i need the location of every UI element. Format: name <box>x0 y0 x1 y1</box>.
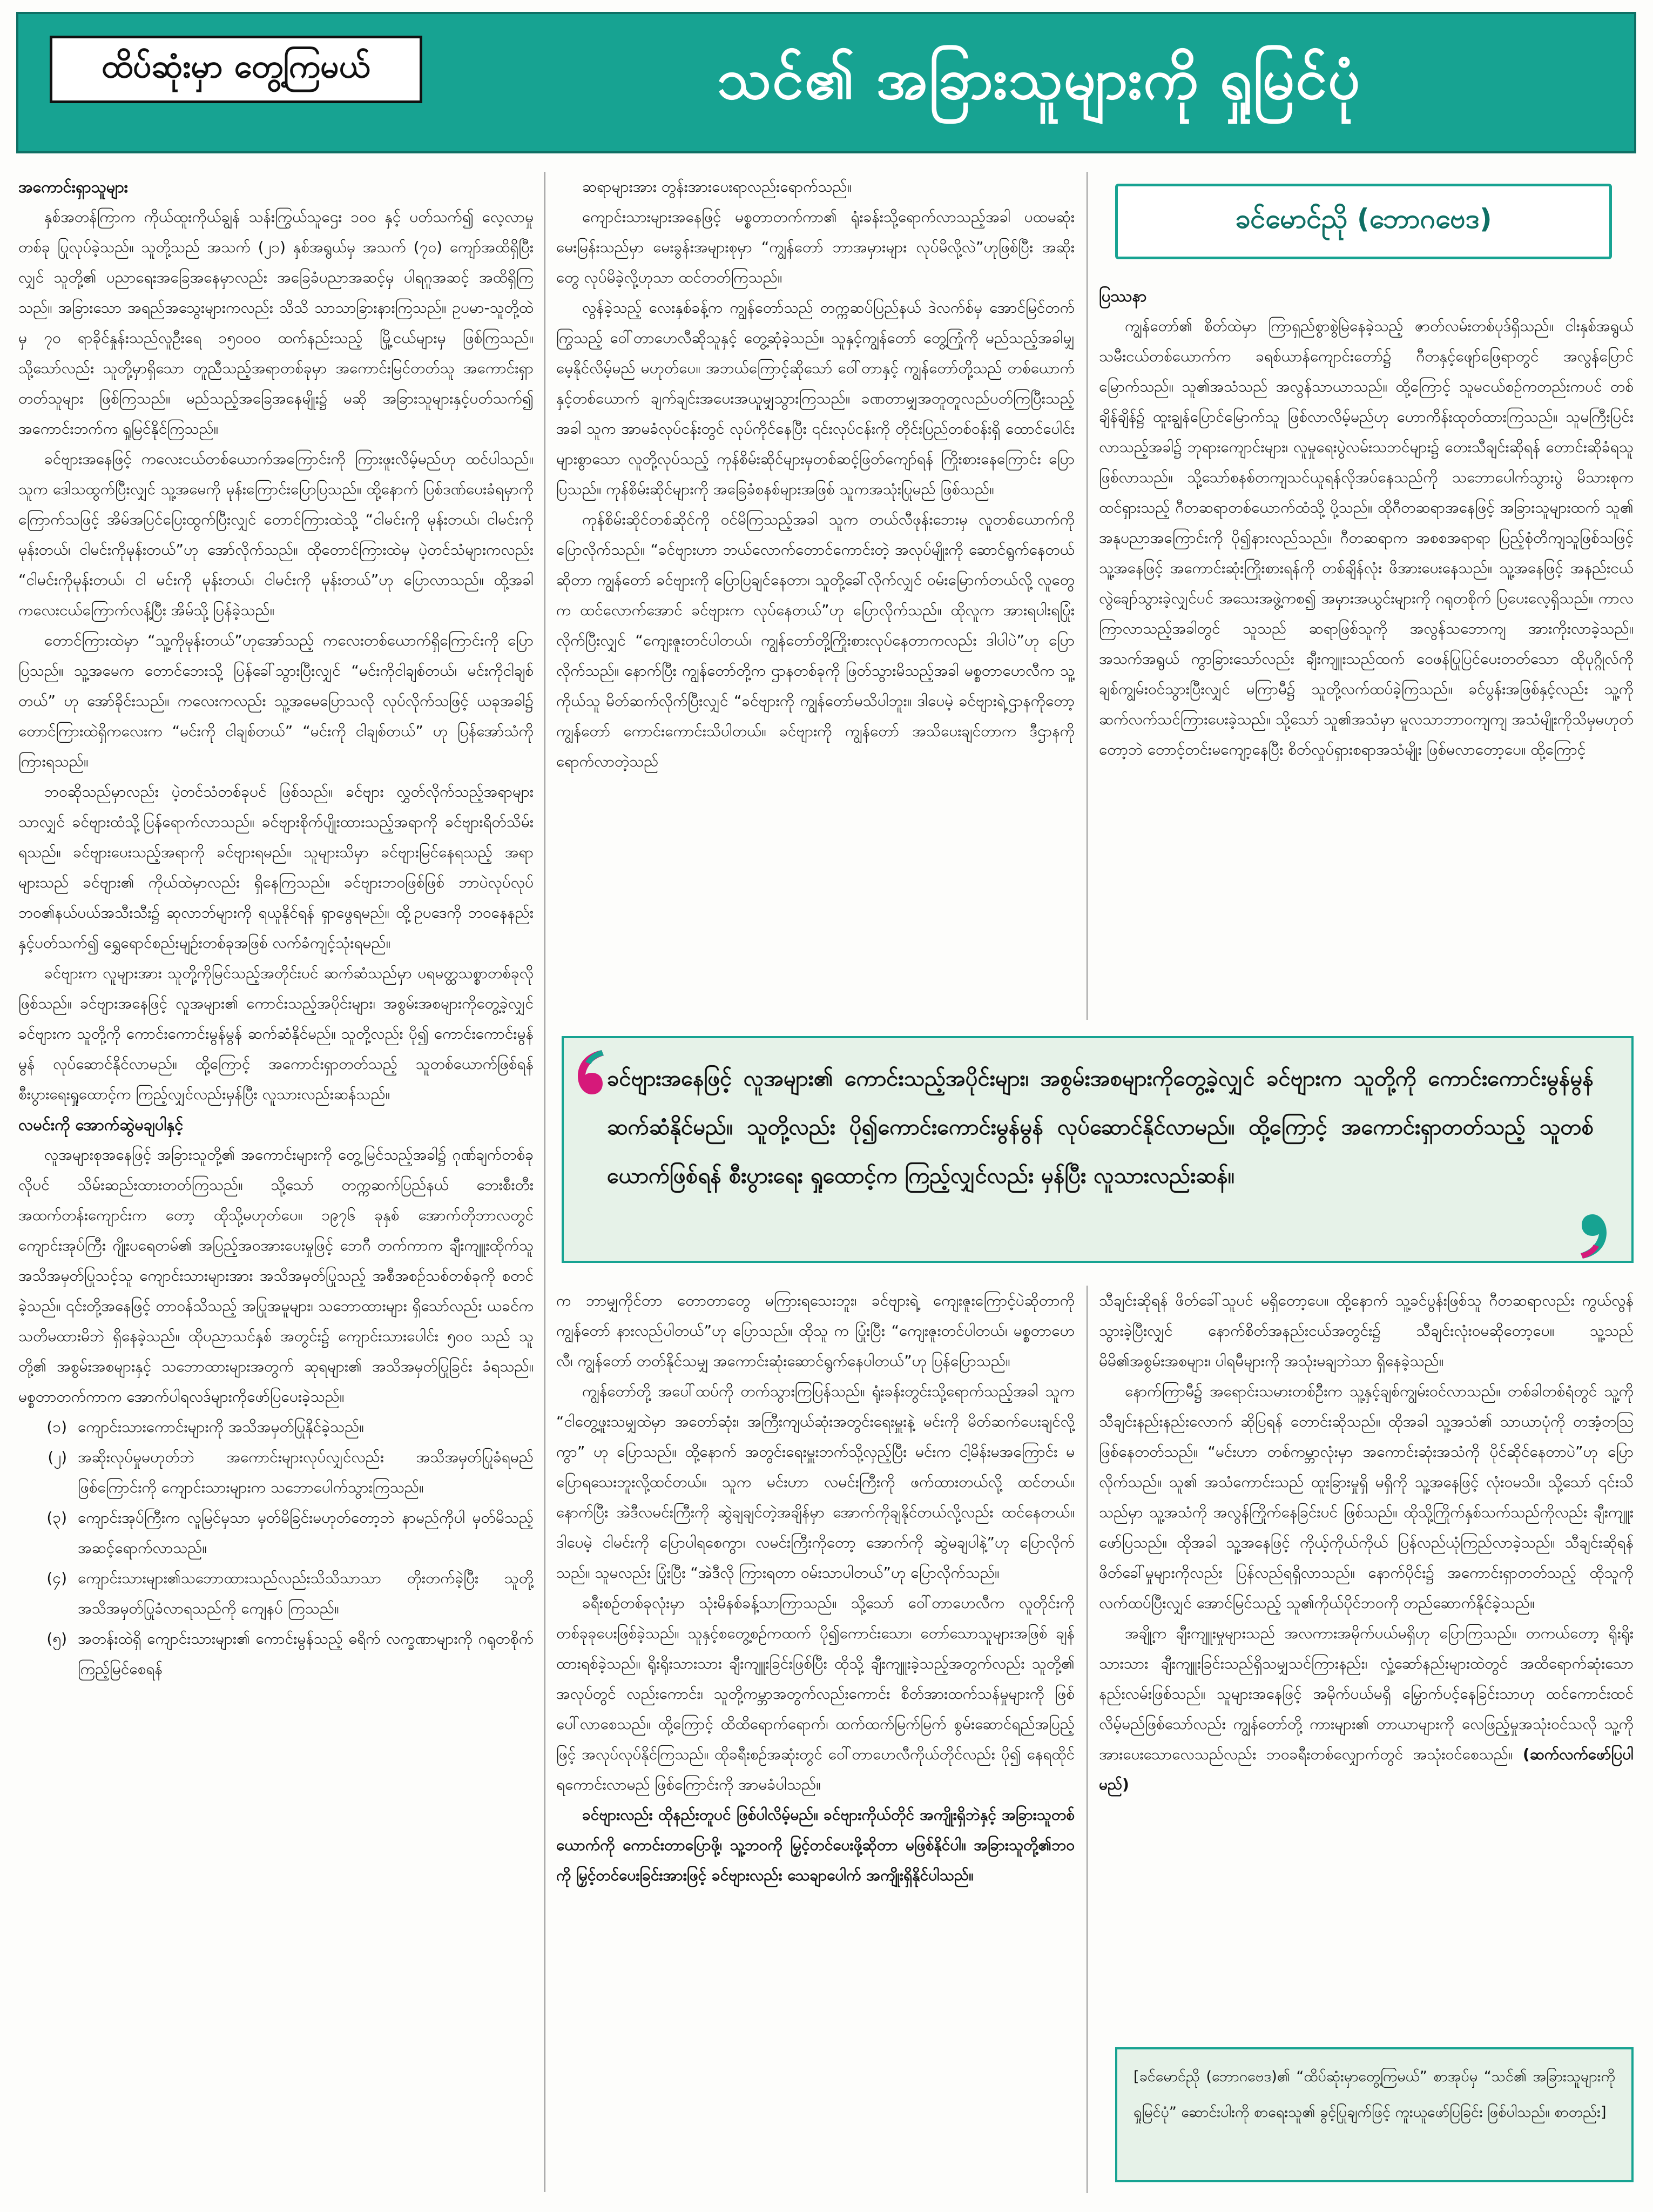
list-item <box>18 1624 534 1684</box>
paragraph-emphasis: ခင်ဗျားလည်း ထိုနည်းတူပင် ဖြစ်ပါလိမ့်မည်။ ခင်ဗျားကိုယ်တိုင် အကျိုးရှိဘဲနှင့် အခြားသူတစ်ယောက်ကို ကောင်းတာပြောဖို့၊ သူ့ဘဝကို မြှင့်တင်ပေးဖို့ဆိုတာ မဖြစ်နိုင်ပါ။ အခြားသူတို့၏ဘဝကို မြှင့်တင်ပေးခြင်းအားဖြင့် ခင်ဗျားလည်း သေချာပေါက် အကျိုးရှိနိုင်ပါသည်။ <box>556 1806 1075 1884</box>
list-text: အတန်းထဲရှိ ကျောင်းသားများ၏ ကောင်းမွန်သည့် ဓရိက် လက္ခဏာများကို ဂရုတစိုက် ကြည့်မြင်စေရန် <box>78 1630 534 1678</box>
section-heading: လမင်းကို အောက်ဆွဲမချပါနှင့် <box>18 1115 184 1134</box>
paragraph: ဘဝဆိုသည်မှာလည်း ပဲ့တင်သံတစ်ခုပင် ဖြစ်သည်။ ခင်ဗျား လွှတ်လိုက်သည့်အရာများသာလျှင် ခင်ဗျားထံသို့ပြန်ရောက်လာသည်။ ခင်ဗျားစိုက်ပျိုးထားသည့်အရာကို ခင်ဗျားရိတ်သိမ်းရသည်။ ခင်ဗျားပေးသည့်အရာကို ခင်ဗျားရမည်။ သူများသိမှာ ခင်ဗျားမြင်နေရသည့် အရာများသည် ခင်ဗျား၏ ကိုယ်ထဲမှာလည်း ရှိနေကြသည်။ ခင်ဗျားဘဝဖြစ်ဖြစ် ဘာပဲလုပ်လုပ် ဘဝ၏နယ်ပယ်အသီးသီး၌ ဆုလာဘ်များကို ရယူနိုင်ရန် ရှာဖွေရမည်။ ထို့ဥပဒေကို ဘဝနေနည်းနှင့်ပတ်သက်၍ ရွှေရောင်စည်းမျဉ်းတစ်ခုအဖြစ် လက်ခံကျင့်သုံးရမည်။ <box>18 783 534 952</box>
column-divider <box>1087 1286 1088 2193</box>
column-divider <box>1087 172 1088 1020</box>
pull-quote <box>562 1036 1634 1263</box>
column-2-bottom <box>556 1286 1075 2204</box>
list-item <box>18 1563 534 1624</box>
paragraph: ကုန်စိမ်းဆိုင်တစ်ဆိုင်ကို ဝင်မိကြသည့်အခါ သူက တယ်လီဖုန်းဘေးမှ လူတစ်ယောက်ကို ပြောလိုက်သည်။ “ခင်ဗျားဟာ ဘယ်လောက်တောင်ကောင်းတဲ့ အလုပ်မျိုးကို ဆောင်ရွက်နေတယ်ဆိုတာ ကျွန်တော် ခင်ဗျားကို ပြောပြချင်နေတာ၊ သူတို့ခေါ်လိုက်လျှင် ဝမ်းမြောက်တယ်လို့ လူတွေက ထင်လောက်အောင် ခင်ဗျားက လုပ်နေတယ်”ဟု ပြောလိုက်သည်။ ထိုလူက အားရပါးရပြုံးလိုက်ပြီးလျှင် “ကျေးဇူးတင်ပါတယ်၊ ကျွန်တော်တို့ကြိုးစားလုပ်နေတာကလည်း ဒါပါပဲ”ဟု ပြောလိုက်သည်။ နောက်ပြီး ကျွန်တော်တို့က ဌာနတစ်ခုကို ဖြတ်သွားမိသည့်အခါ မစ္စတာဟေလီက သူ့ကိုယ်သူ မိတ်ဆက်လိုက်ပြီးလျှင် “ခင်ဗျားကို ကျွန်တော်မသိပါဘူး။ ဒါပေမဲ့ ခင်ဗျားရဲ့ဌာနကိုတော့ ကျွန်တော် ကောင်းကောင်းသိပါတယ်။ ခင်ဗျားကို ကျွန်တော် အသိပေးချင်တာက ဒီဌာနကို ရောက်လာတဲ့သည် <box>556 510 1075 770</box>
list-text: အဆိုးလုပ်မှုမဟုတ်ဘဲ အကောင်းများလုပ်လျှင်လည်း အသိအမှတ်ပြုခံရမည်ဖြစ်ကြောင်းကို ကျောင်းသားများက သဘောပေါက်သွားကြသည်။ <box>78 1448 534 1496</box>
list-number: (၅) <box>46 1630 67 1648</box>
list-item <box>18 1442 534 1503</box>
paragraph: ကျွန်တော်၏ စိတ်ထဲမှာ ကြာရှည်စွာစွဲမြဲနေခဲ့သည့် ဇာတ်လမ်းတစ်ပုဒ်ရှိသည်။ ငါးနှစ်အရွယ် သမီးငယ်တစ်ယောက်က ခရစ်ယာန်ကျောင်းတော်၌ ဂီတနှင့်ဖျော်ဖြေရာတွင် အလွန်ပြောင်မြောက်သည်။ သူ၏အသံသည် အလွန်သာယာသည်။ ထို့ကြောင့် သူမငယ်စဉ်ကတည်းကပင် တစ်ချိန်ချိန်၌ ထူးချွန်ပြောင်မြောက်သူ ဖြစ်လာလိမ့်မည်ဟု ဟောကိန်းထုတ်ထားကြသည်။ သူမကြီးပြင်းလာသည့်အခါ၌ ဘုရားကျောင်းများ၊ လူမှုရေးပွဲလမ်းသဘင်များ၌ တေးသီချင်းဆိုရန် တောင်းဆိုခံရသူ ဖြစ်လာသည်။ သို့သော်စနစ်တကျသင်ယူရန်လိုအပ်နေသည်ကို သဘောပေါက်သွားပွဲ မိသားစုက ထင်ရှားသည့် ဂီတဆရာတစ်ယောက်ထံသို့ ပို့သည်။ ထိုဂီတဆရာအနေဖြင့် အခြားသူများထက် သူ၏ အနုပညာအကြောင်းကို ပို၍နားလည်သည်။ ဂီတဆရာက အစစအရာရာ ပြည့်စုံတိကျသူဖြစ်သဖြင့် သူ့အနေဖြင့် အကောင်းဆုံးကြိုးစားရန်ကို တစ်ချိန်လုံး ဖိအားပေးနေသည်။ သူ့အနေဖြင့် အနည်းငယ်လွဲချော်သွားခဲ့လျှင်ပင် အသေးအဖွဲ့ကစ၍ အမှားအယွင်းများကို ဂရုတစိုက် ပြပေးလေ့ရှိသည်။ ကာလကြာလာသည့်အခါတွင် သူသည် ဆရာဖြစ်သူကို အလွန်သဘောကျ အားကိုးလာခဲ့သည်။ အသက်အရွယ် ကွာခြားသော်လည်း ချီးကျူးသည်ထက် ဝေဖန်ပြုပြင်ပေးတတ်သော ထိုပုဂ္ဂိုလ်ကို ချစ်ကျွမ်းဝင်သွားပြီးလျှင် မကြာမီ၌ သူတို့လက်ထပ်ခဲ့ကြသည်။ ခင်ပွန်းအဖြစ်နှင့်လည်း သူ့ကို ဆက်လက်သင်ကြားပေးခဲ့သည်။ သို့သော် သူ၏အသံမှာ မူလသာဘာဝကျကျ အသံမျိုးကိုသိမှမဟုတ်တော့ဘဲ တောင့်တင်းမကျော့နေပြီး စိတ်လှုပ်ရှားစရာအသံမျိုး ဖြစ်မလာတော့ပေ။ ထို့ကြောင့် <box>1099 317 1634 758</box>
list-item <box>18 1503 534 1563</box>
list-item <box>18 1412 534 1442</box>
paragraph: ခရီးစဉ်တစ်ခုလုံးမှာ သုံးမိနစ်ခန့်သာကြာသည်။ သို့သော် ဝေါ်တာဟေလီက လူတိုင်းကို တစ်ခုခုပေးဖြစ်ခဲ့သည်။ သူနှင့်စတွေ့စဉ်ကထက် ပို၍ကောင်းသော၊ တော်သောသူများအဖြစ် ချန်ထားရစ်ခဲ့သည်။ ရိုးရိုးသားသား ချီးကျူးခြင်းဖြစ်ပြီး ထိုသို့ ချီးကျူးခဲ့သည့်အတွက်လည်း သူတို့၏ အလုပ်တွင် လည်းကောင်း၊ သူတို့ကမ္ဘာအတွက်လည်းကောင်း စိတ်အားထက်သန်မှုများကို ဖြစ်ပေါ်လာစေသည်။ ထို့ကြောင့် ထိထိရောက်ရောက်၊ ထက်ထက်မြက်မြက် စွမ်းဆောင်ရည်အပြည့်ဖြင့် အလုပ်လုပ်နိုင်ကြသည်။ ထိုခရီးစဉ်အဆုံးတွင် ဝေါ်တာဟေလီကိုယ်တိုင်လည်း ပို၍ နေရထိုင်ရကောင်းလာမည် ဖြစ်ကြောင်းကို အာမခံပါသည်။ <box>556 1594 1075 1793</box>
paragraph: ကျွန်တော်တို့ အပေါ်ထပ်ကို တက်သွားကြပြန်သည်။ ရုံးခန်းတွင်းသို့ရောက်သည့်အခါ သူက “ငါတွေ့ဖူးသမျှထဲမှာ အတော်ဆုံး၊ အကြီးကျယ်ဆုံးအတွင်းရေးမှူးနဲ့ မင်းကို မိတ်ဆက်ပေးချင်လို့ကွာ” ဟု ပြောသည်။ ထို့နောက် အတွင်းရေးမှူးဘက်သို့လှည့်ပြီး မင်းက ငါ့မိန်းမအကြောင်း မပြောရသေးဘူးလို့ထင်တယ်။ သူက မင်းဟာ လမင်းကြီးကို ဖက်ထားတယ်လို့ ထင်တယ်။ နောက်ပြီး အဲဒီလမင်းကြီးကို ဆွဲချချင်တဲ့အချိန်မှာ အောက်ကိုချနိုင်တယ်လို့လည်း ထင်နေတယ်။ ဒါပေမဲ့ ငါမင်းကို ပြောပါရစေကွာ၊ လမင်းကြီးကိုတော့ အောက်ကို ဆွဲမချပါနဲ့”ဟု ပြောလိုက်သည်။ သူမလည်း ပြုံးပြီး “အဲဒီလို ကြားရတာ ဝမ်းသာပါတယ်”ဟု ပြောလိုက်သည်။ <box>556 1382 1075 1582</box>
paragraph: လွန်ခဲ့သည့် လေးနှစ်ခန့်က ကျွန်တော်သည် တက္ကဆပ်ပြည်နယ် ဒဲလက်စ်မှ အောင်မြင်တက်ကြွသည့် ဝေါ်တာဟေလီဆိုသူနှင့် တွေ့ဆုံခဲ့သည်။ သူနှင့်ကျွန်တော် တွေ့ကြုံကို မည်သည့်အခါမျှ မေ့နိုင်လိမ့်မည် မဟုတ်ပေ။ အဘယ်ကြောင့်ဆိုသော် ဝေါ်တာနှင့် ကျွန်တော်တို့သည် တစ်ယောက်နှင့်တစ်ယောက် ချက်ချင်းအပေးအယူမျှသွားကြသည်။ ခဏတာမျှအတူတူလည်ပတ်ကြပြီးသည့်အခါ သူက အာမခံလုပ်ငန်းတွင် လုပ်ကိုင်နေပြီး ၎င်းလုပ်ငန်းကို တိုင်းပြည်တစ်ဝန်းရှိ ထောင်ပေါင်းများစွာသော လူတို့လုပ်သည့် ကုန်စိမ်းဆိုင်များမှတစ်ဆင့်ဖြတ်ကျော်ရန် ကြိုးစားနေကြောင်း ပြောပြသည်။ ကုန်စိမ်းဆိုင်များကို အခြေခံစနစ်များအဖြစ် သူကအသုံးပြုမည် ဖြစ်သည်။ <box>556 299 1075 498</box>
paragraph: လူအများစုအနေဖြင့် အခြားသူတို့၏ အကောင်းများကို တွေ့မြင်သည့်အခါ၌ ဂုဏ်ချက်တစ်ခုလိုပင် သိမ်းဆည်းထားတတ်ကြသည်။ သို့သော် တက္ကဆက်ပြည်နယ် ဘေးစီးတီး အထက်တန်းကျောင်းက တော့ ထိုသို့မဟုတ်ပေ။ ၁၉၇၆ ခုနှစ် အောက်တိုဘာလတွင် ကျောင်းအုပ်ကြီး ဂျိုးပရေတမ်၏ အပြည့်အဝအားပေးမှုဖြင့် ဘေဂီ တက်ကာက ချီးကျူးထိုက်သူ အသိအမှတ်ပြုသင့်သူ ကျောင်းသားများအား အသိအမှတ်ပြုသည့် အစီအစဉ်သစ်တစ်ခုကို စတင်ခဲ့သည်။ ၎င်းတို့အနေဖြင့် တာဝန်သိသည့် အပြုအမူများ၊ သဘောထားများ ရှိသော်လည်း ယခင်က သတိမထားမိဘဲ ရှိနေခဲ့သည်။ ထိုပညာသင်နှစ် အတွင်း၌ ကျောင်းသားပေါင်း ၅၀၀ သည် သူတို့၏ အစွမ်းအစများနှင့် သဘောထားများအတွက် ဆုရများ၏ အသိအမှတ်ပြုခြင်း ခံရသည်။ မစ္စတာတက်ကာက အောက်ပါရလဒ်များကိုဖော်ပြပေးခဲ့သည်။ <box>18 1146 534 1406</box>
column-3-top <box>1099 281 1634 1016</box>
paragraph: သီချင်းဆိုရန် ဖိတ်ခေါ်သူပင် မရှိတော့ပေ။ ထို့နောက် သူ့ခင်ပွန်းဖြစ်သူ ဂီတဆရာလည်း ကွယ်လွန်သွားခဲ့ပြီးလျှင် နောက်စိတ်အနည်းငယ်အတွင်း၌ သီချင်းလုံးဝမဆိုတော့ပေ။ သူ့သည် မိမိ၏အစွမ်းအစများ၊ ပါရမီများကို အသုံးမချဘဲသာ ရှိနေခဲ့သည်။ <box>1099 1292 1634 1370</box>
column-2-top <box>556 172 1075 1020</box>
paragraph: ခင်ဗျားအနေဖြင့် ကလေးငယ်တစ်ယောက်အကြောင်းကို ကြားဖူးလိမ့်မည်ဟု ထင်ပါသည်။ သူက ဒေါသထွက်ပြီးလျှင် သူ့အမေကို မုန်းကြောင်းပြောပြသည်။ ထို့နောက် ပြစ်ဒဏ်ပေးခံရမှာကို ကြောက်သဖြင့် အိမ်အပြင်ပြေးထွက်ပြီးလျှင် တောင်ကြားထဲသို့ “ငါမင်းကို မုန်းတယ်၊ ငါမင်းကိုမုန်းတယ်၊ ငါမင်းကိုမုန်းတယ်”ဟု အော်လိုက်သည်။ ထိုတောင်ကြားထဲမှ ပဲ့တင်သံများကလည်း “ငါမင်းကိုမုန်းတယ်၊ ငါ မင်းကို မုန်းတယ်၊ ငါမင်းကို မုန်းတယ်”ဟု ပြောလာသည်။ ထို့အခါ ကလေးငယ်ကြောက်လန့်ပြီး အိမ်သို့ ပြန်ခဲ့သည်။ <box>18 450 534 619</box>
column-1 <box>18 172 534 2197</box>
pull-quote-text: ခင်ဗျားအနေဖြင့် လူအများ၏ ကောင်းသည့်အပိုင်းများ၊ အစွမ်းအစများကိုတွေ့ခဲ့လျှင် ခင်ဗျားက သူတို့ကို ကောင်းကောင်းမွန်မွန် ဆက်ဆံနိုင်မည်။ သူတို့လည်း ပို၍ကောင်းကောင်းမွန်မွန် လုပ်ဆောင်နိုင်လာမည်။ ထို့ကြောင့် အကောင်းရှာတတ်သည့် သူတစ်ယောက်ဖြစ်ရန် စီးပွားရေး ရှုထောင့်က ကြည့်လျှင်လည်း မှန်ပြီး လူသားလည်းဆန်။ <box>607 1066 1594 1188</box>
list-text: ကျောင်းသားကောင်းများကို အသိအမှတ်ပြုနိုင်ခဲ့သည်။ <box>78 1418 364 1436</box>
paragraph: နှစ်အတန်ကြာက ကိုယ်ထူးကိုယ်ချွန် သန်းကြွယ်သူဌေး ၁၀၀ နှင့် ပတ်သက်၍ လေ့လာမှုတစ်ခု ပြုလုပ်ခဲ့သည်။ သူတို့သည် အသက် (၂၁) နှစ်အရွယ်မှ အသက် (၇၀) ကျော်အထိရှိပြီးလျှင် သူတို့၏ ပညာရေးအခြေအနေမှာလည်း အခြေခံပညာအဆင့်မှ ပါရဂူအဆင့် အထိရှိကြသည်။ အခြားသော အရည်အသွေးများကလည်း သိသိ သာသာခြားနားကြသည်။ ဥပမာ-သူတို့ထဲမှ ၇၀ ရာခိုင်နှုန်းသည်လူဦးရေ ၁၅၀၀၀ ထက်နည်းသည့် မြို့ငယ်များမှ ဖြစ်ကြသည်။ သို့သော်လည်း သူတို့မှာရှိသော တူညီသည့်အရာတစ်ခုမှာ အကောင်းမြင်တတ်သူ အကောင်းရှာတတ်သူများ ဖြစ်ကြသည်။ မည်သည့်အခြေအနေမျိုး၌ မဆို အခြားသူများနှင့်ပတ်သက်၍ အကောင်းဘက်က ရှုမြင်နိုင်ကြသည်။ <box>18 208 534 438</box>
paragraph: က ဘာမျှကိုင်တာ တောတာတွေ မကြားရသေးဘူး၊ ခင်ဗျားရဲ့ ကျေးဇူးကြောင့်ပဲဆိုတာကို ကျွန်တော် နားလည်ပါတယ်”ဟု ပြောသည်။ ထိုသူ က ပြုံးပြီး “ကျေးဇူးတင်ပါတယ်၊ မစ္စတာဟေလီ၊ ကျွန်တော် တတ်နိုင်သမျှ အကောင်းဆုံးဆောင်ရွက်နေပါတယ်”ဟု ပြန်ပြောသည်။ <box>556 1292 1075 1370</box>
list-text: ကျောင်းအုပ်ကြီးက လူမြင်မှသာ မှတ်မိခြင်းမဟုတ်တော့ဘဲ နာမည်ကိုပါ မှတ်မိသည့်အဆင့်ရောက်လာသည်။ <box>78 1509 534 1557</box>
list-number: (၂) <box>48 1448 67 1466</box>
source-footnote: [ခင်မောင်ညို (ဘောဂဗေဒ)၏ “ထိပ်ဆုံးမှာတွေ့ကြမယ်” စာအုပ်မှ “သင်၏ အခြားသူများကိုရှုမြင်ပုံ” ဆောင်းပါးကို စာရေးသူ၏ ခွင့်ပြုချက်ဖြင့် ကူးယူဖော်ပြခြင်း ဖြစ်ပါသည်။ စာတည်း] <box>1115 2047 1634 2182</box>
open-quote-icon <box>575 1048 605 1097</box>
column-3-bottom <box>1099 1286 1634 2155</box>
close-quote-icon <box>1580 1212 1610 1261</box>
continued-note: (ဆက်လက်ဖော်ပြပါမည်) <box>1099 1745 1634 1793</box>
paragraph: ကျောင်းသားများအနေဖြင့် မစ္စတာတက်ကာ၏ ရုံးခန်းသို့ရောက်လာသည့်အခါ ပထမဆုံးမေးမြန်းသည်မှာ မေးခွန်းအများစုမှာ “ကျွန်တော် ဘာအမှားများ လုပ်မိလို့လဲ”ဟုဖြစ်ပြီး အဆိုးတွေ လုပ်မိခဲ့လို့ဟုသာ ထင်တတ်ကြသည်။ <box>556 208 1075 286</box>
list-number: (၃) <box>46 1509 67 1527</box>
paragraph: ခင်ဗျားက လူများအား သူတို့ကိုမြင်သည့်အတိုင်းပင် ဆက်ဆံသည်မှာ ပရမတ္ထသစ္စာတစ်ခုလို ဖြစ်သည်။ ခင်ဗျားအနေဖြင့် လူအများ၏ ကောင်းသည့်အပိုင်းများ၊ အစွမ်းအစများကိုတွေ့ခဲ့လျှင် ခင်ဗျားက သူတို့ကို ကောင်းကောင်းမွန်မွန် ဆက်ဆံနိုင်မည်။ သူတို့လည်း ပို၍ ကောင်းကောင်းမွန်မွန် လုပ်ဆောင်နိုင်လာမည်။ ထို့ကြောင့် အကောင်းရှာတတ်သည့် သူတစ်ယောက်ဖြစ်ရန် စီးပွားရေးရှုထောင့်က ကြည့်လျှင်လည်းမှန်ပြီး လူသားလည်းဆန်သည်။ <box>18 964 534 1103</box>
paragraph: နောက်ကြာမီ၌ အရောင်းသမားတစ်ဦးက သူ့နှင့်ချစ်ကျွမ်းဝင်လာသည်။ တစ်ခါတစ်ရံတွင် သူ့ကို သီချင်းနည်းနည်းလောက် ဆိုပြရန် တောင်းဆိုသည်။ ထိုအခါ သူ့အသံ၏ သာယာပုံကို တအံ့တသြ ဖြစ်နေတတ်သည်။ “မင်းဟာ တစ်ကမ္ဘာလုံးမှာ အကောင်းဆုံးအသံကို ပိုင်ဆိုင်နေတာပဲ”ဟု ပြောလိုက်သည်။ သူ၏ အသံကောင်းသည် ထူးခြားမှုရှိ မရှိကို သူ့အနေဖြင့် လုံးဝမသိ။ သို့သော် ၎င်းသိသည်မှာ သူ့အသံကို အလွန်ကြိုက်နေခြင်းပင် ဖြစ်သည်။ ထိုသို့ကြိုက်နှစ်သက်သည်ကိုလည်း ချီးကျူးဖော်ပြသည်။ ထိုအခါ သူ့အနေဖြင့် ကိုယ့်ကိုယ်ကိုယ် ပြန်လည်ယုံကြည်လာခဲ့သည်။ သီချင်းဆိုရန် ဖိတ်ခေါ်မှုများကိုလည်း ပြန်လည်ရရှိလာသည်။ နောက်ပိုင်း၌ အကောင်းရှာတတ်သည့် ထိုသူကိုလက်ထပ်ပြီးလျှင် အောင်မြင်သည့် သူ၏ကိုယ်ပိုင်ဘဝကို တည်ဆောက်နိုင်ခဲ့သည်။ <box>1099 1382 1634 1612</box>
section-heading: အကောင်းရှာသူများ <box>18 178 129 196</box>
list-number: (၄) <box>46 1569 67 1587</box>
series-label: ထိပ်ဆုံးမှာ တွေ့ကြမယ် <box>50 36 422 103</box>
column-divider <box>544 172 545 2192</box>
article-title: သင်၏ အခြားသူများကို ရှုမြင်ပုံ <box>717 46 1361 112</box>
list-text: ကျောင်းသားများ၏သဘောထားသည်လည်းသိသိသာသာ တိုးတက်ခဲ့ပြီး သူတို့ အသိအမှတ်ပြုခံလာရသည်ကို ကျေနပ် ကြသည်။ <box>78 1569 534 1617</box>
section-heading: ပြဿနာ <box>1099 287 1147 305</box>
numbered-list <box>18 1412 534 1684</box>
paragraph: ဆရာများအား တွန်းအားပေးရာလည်းရောက်သည်။ <box>582 178 852 196</box>
list-number: (၁) <box>46 1418 67 1436</box>
header-band <box>16 12 1636 153</box>
paragraph <box>1099 1618 1634 1800</box>
author-byline: ခင်မောင်ညို (ဘောဂဗေဒ) <box>1115 184 1612 259</box>
paragraph: တောင်ကြားထဲမှာ “သူ့ကိုမုန်းတယ်”ဟုအော်သည့် ကလေးတစ်ယောက်ရှိကြောင်းကို ပြောပြသည်။ သူ့အမေက တောင်ဘေးသို့ ပြန်ခေါ်သွားပြီးလျှင် “မင်းကိုငါချစ်တယ်၊ မင်းကိုငါချစ်တယ်” ဟု အော်ခိုင်းသည်။ ကလေးကလည်း သူ့အမေပြောသလို လုပ်လိုက်သဖြင့် ယခုအခါ၌ တောင်ကြားထဲရှိကလေးက “မင်းကို ငါချစ်တယ်” “မင်းကို ငါချစ်တယ်” ဟု ပြန်အော်သံကို ကြားရသည်။ <box>18 631 534 770</box>
paragraph-text: အချို့က ချီးကျူးမှုများသည် အလကားအမိုက်ပယ်မရှိဟု ပြောကြသည်။ တကယ်တော့ ရိုးရိုးသားသား ချီးကျူးခြင်းသည်ရှိသမျှသင်ကြားနည်း၊ လှုံ့ဆော်နည်းများထဲတွင် အထိရောက်ဆုံးသော နည်းလမ်းဖြစ်သည်။ သူများအနေဖြင့် အမိုက်ပယ်မရှိ မြှောက်ပင့်နေခြင်းသာဟု ထင်ကောင်းထင်လိမ့်မည်ဖြစ်သော်လည်း ကျွန်တော်တို့ ကားများ၏ တာယာများကို လေဖြည့်မှုအသုံးဝင်သလို သူ့ကို အားပေးသောလေသည်လည်း ဘဝခရီးတစ်လျှောက်တွင် အသုံးဝင်စေသည်။ <box>1099 1624 1634 1763</box>
